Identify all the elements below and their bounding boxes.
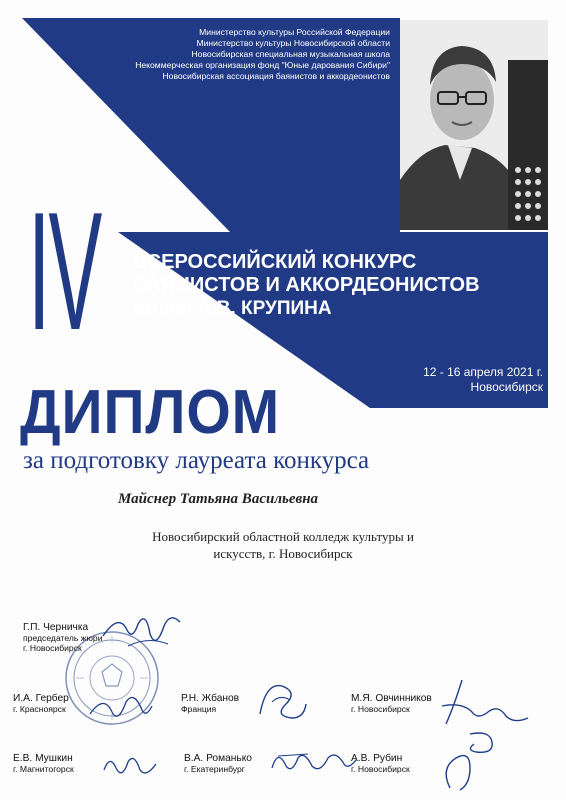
juror-name: Е.В. Мушкин	[13, 753, 73, 764]
contest-title-line: БАЯНИСТОВ И АККОРДЕОНИСТОВ	[133, 274, 480, 296]
contest-title-line: имени А.В. КРУПИНА	[133, 298, 332, 319]
juror-city: Франция	[181, 704, 217, 714]
institution-line: Новосибирский областной колледж культуры и	[152, 529, 414, 544]
juror-zhbanov	[181, 693, 239, 714]
juror-rubin	[351, 753, 410, 774]
recipient-name: Майснер Татьяна Васильевна	[118, 491, 319, 507]
signature-gerber	[86, 688, 156, 728]
juror-city: г. Новосибирск	[23, 643, 82, 653]
juror-city: г. Магнитогорск	[13, 764, 74, 774]
signature-mushkin	[100, 748, 160, 782]
contest-city: Новосибирск	[470, 380, 543, 394]
organizers-list	[70, 27, 390, 82]
organizer-line: Некоммерческая организация фонд "Юные дарования Сибири"	[135, 60, 390, 70]
signature-ovchinnikov	[432, 676, 532, 731]
juror-chernichka	[23, 622, 103, 653]
juror-name: И.А. Гербер	[13, 693, 69, 704]
portrait-photo	[400, 20, 548, 230]
signature-romanko	[268, 744, 358, 778]
contest-title	[133, 251, 480, 320]
signature-rubin	[430, 728, 520, 794]
diploma-title: ДИПЛОМ	[20, 378, 281, 447]
organizer-line: Новосибирская специальная музыкальная школа	[191, 49, 390, 59]
juror-role: председатель жюри	[23, 633, 103, 643]
contest-number: IV	[28, 177, 101, 365]
contest-dates	[360, 365, 543, 395]
juror-name: Г.П. Черничка	[23, 622, 89, 633]
juror-city: г. Екатеринбург	[184, 764, 245, 774]
juror-name: В.А. Романько	[184, 753, 252, 764]
juror-romanko	[184, 753, 252, 774]
recipient-institution	[118, 528, 448, 562]
contest-title-line: ВСЕРОССИЙСКИЙ КОНКУРС	[133, 251, 417, 273]
contest-date-range: 12 - 16 апреля 2021 г.	[423, 365, 543, 379]
signature-zhbanov	[252, 674, 312, 729]
juror-city: г. Новосибирск	[351, 704, 410, 714]
organizer-line: Министерство культуры Российской Федерации	[199, 27, 390, 37]
organizer-line: Новосибирская ассоциация баянистов и аккордеонистов	[162, 71, 390, 81]
juror-name: Р.Н. Жбанов	[181, 693, 240, 704]
signature-chernichka	[98, 606, 188, 656]
juror-city: г. Красноярск	[13, 704, 66, 714]
juror-gerber	[13, 693, 69, 714]
diploma-subtitle: за подготовку лауреата конкурса	[23, 447, 370, 474]
organizer-line: Министерство культуры Новосибирской области	[196, 38, 390, 48]
juror-mushkin	[13, 753, 74, 774]
juror-name: А.В. Рубин	[351, 753, 403, 764]
juror-ovchinnikov	[351, 693, 432, 714]
juror-city: г. Новосибирск	[351, 764, 410, 774]
institution-line: искусств, г. Новосибирск	[213, 546, 353, 561]
juror-name: М.Я. Овчинников	[351, 693, 432, 704]
